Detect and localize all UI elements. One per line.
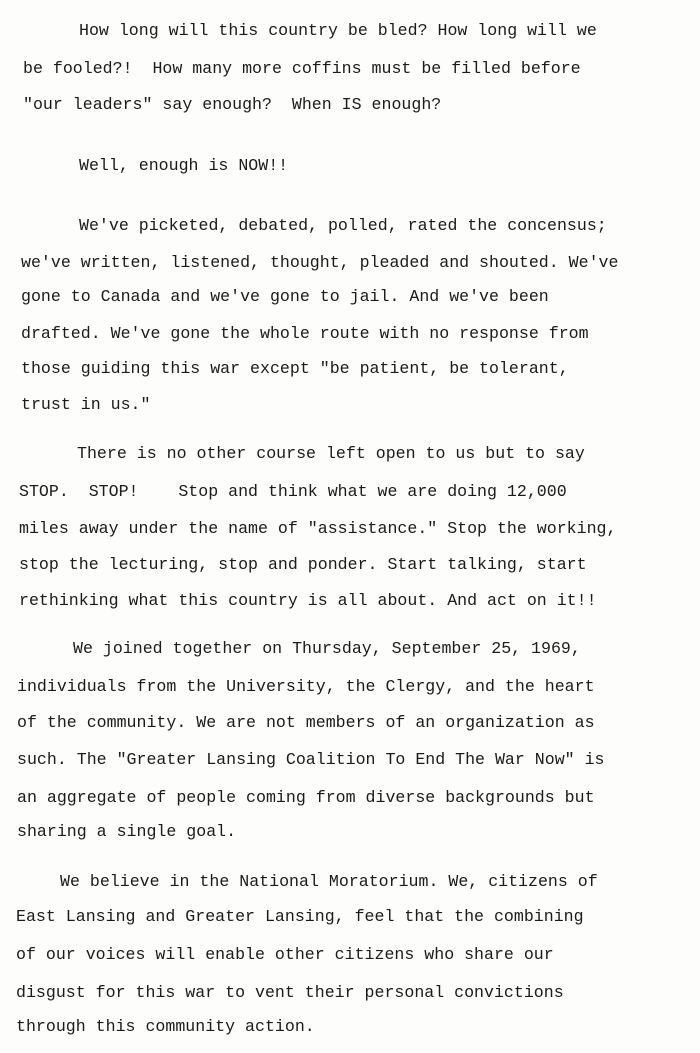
text-line: How long will this country be bled? How long will we [79, 21, 597, 40]
text-line: of our voices will enable other citizens who share our [16, 945, 554, 964]
text-line: Well, enough is NOW!! [79, 156, 289, 175]
text-line: we've written, listened, thought, pleaded and shouted. We've [21, 253, 619, 272]
text-line: trust in us." [21, 395, 151, 414]
text-line: disgust for this war to vent their personal convictions [16, 983, 564, 1002]
text-line: We believe in the National Moratorium. We, citizens of [60, 872, 598, 891]
text-line: There is no other course left open to us but to say [77, 444, 585, 463]
text-line: be fooled?! How many more coffins must be filled before [23, 59, 581, 78]
text-line: stop the lecturing, stop and ponder. Start talking, start [19, 555, 587, 574]
text-line: sharing a single goal. [17, 822, 237, 841]
text-line: drafted. We've gone the whole route with no response from [21, 324, 589, 343]
text-line: gone to Canada and we've gone to jail. And we've been [21, 287, 549, 306]
text-line: We joined together on Thursday, September 25, 1969, [73, 639, 581, 658]
text-line: an aggregate of people coming from diverse backgrounds but [17, 788, 595, 807]
text-line: those guiding this war except "be patient, be tolerant, [21, 359, 569, 378]
text-line: of the community. We are not members of an organization as [17, 713, 595, 732]
text-line: through this community action. [16, 1017, 315, 1036]
text-line: individuals from the University, the Clergy, and the heart [17, 677, 595, 696]
text-line: STOP. STOP! Stop and think what we are doing 12,000 [19, 482, 567, 501]
text-line: East Lansing and Greater Lansing, feel that the combining [16, 907, 584, 926]
text-line: miles away under the name of "assistance." Stop the working, [19, 519, 617, 538]
text-line: We've picketed, debated, polled, rated the concensus; [79, 216, 607, 235]
text-line: rethinking what this country is all about. And act on it!! [19, 591, 597, 610]
text-line: such. The "Greater Lansing Coalition To End The War Now" is [17, 750, 605, 769]
text-line: "our leaders" say enough? When IS enough? [23, 95, 442, 114]
